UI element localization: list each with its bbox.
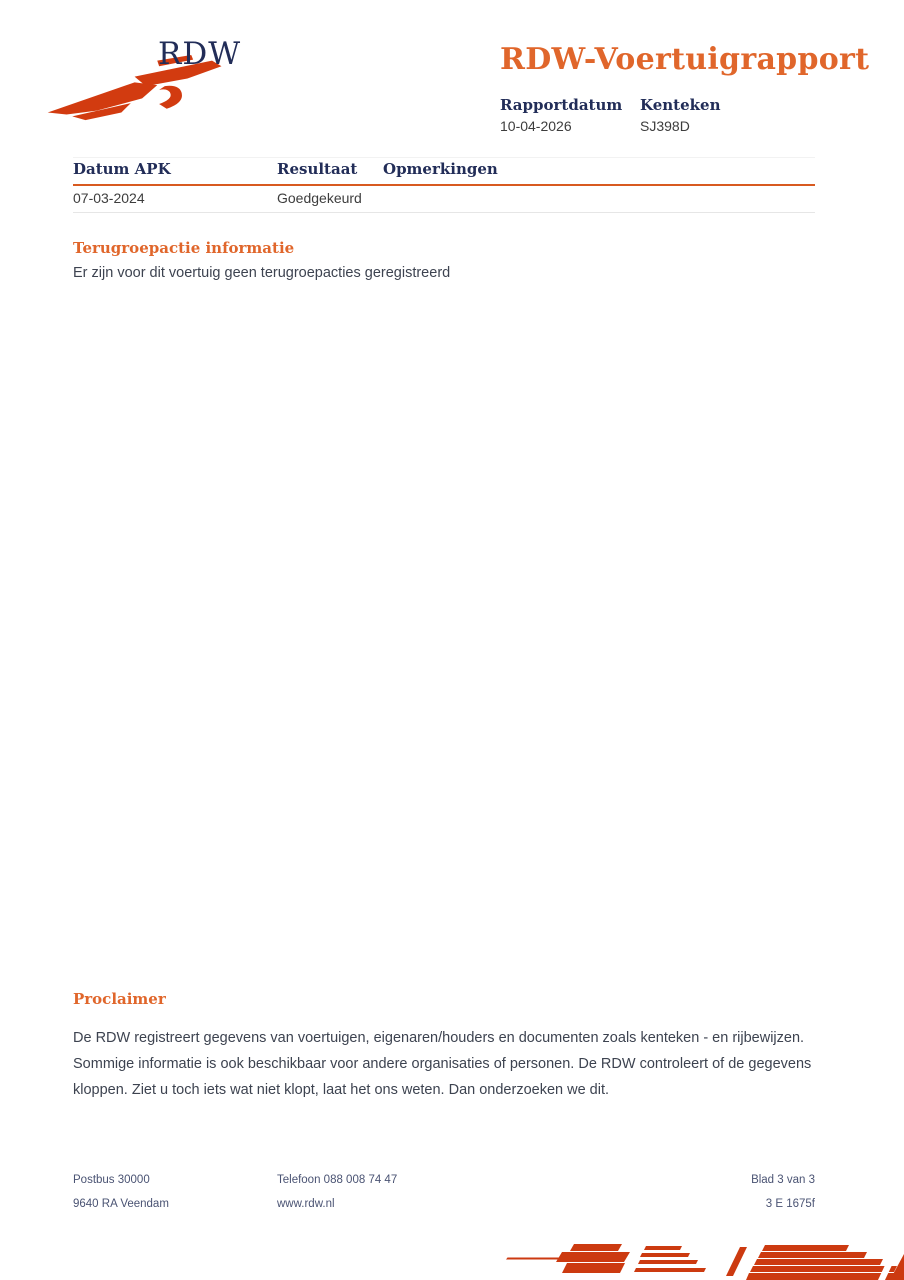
column-header-datum-apk: Datum APK xyxy=(73,160,171,178)
footer-address xyxy=(73,1168,277,1216)
proclaimer-body: De RDW registreert gegevens van voertuigen, eigenaren/houders en documenten zoals kenteken - en rijbewijzen. Sommige informatie is ook beschikbaar voor andere organisaties of personen. De RDW controleert of de gegevens kloppen. Ziet u toch iets wat niet klopt, laat het ons weten. Dan onderzoeken we dit. xyxy=(73,1030,812,1098)
apk-table xyxy=(73,157,815,213)
footer-address-line1: Postbus 30000 xyxy=(73,1174,150,1186)
column-header-resultaat: Resultaat xyxy=(277,160,358,178)
footer-phone: Telefoon 088 008 74 47 xyxy=(277,1174,398,1186)
cell-resultaat: Goedgekeurd xyxy=(277,190,362,206)
footer-doc-code: 3 E 1675f xyxy=(765,1198,815,1210)
terugroepactie-heading: Terugroepactie informatie xyxy=(73,239,295,257)
cell-opmerkingen xyxy=(383,190,815,206)
column-header-opmerkingen: Opmerkingen xyxy=(383,160,498,178)
apk-table-header-row xyxy=(73,157,815,186)
rdw-logo-wordmark: RDW xyxy=(158,36,242,72)
table-row xyxy=(73,186,815,213)
rapportdatum-label: Rapportdatum xyxy=(500,96,623,114)
footer-contact xyxy=(277,1168,751,1216)
terugroepactie-section xyxy=(73,239,815,281)
footer-page-info xyxy=(751,1168,815,1216)
proclaimer-heading: Proclaimer xyxy=(73,990,166,1008)
footer-page-indicator: Blad 3 van 3 xyxy=(751,1174,815,1186)
cell-datum-apk: 07-03-2024 xyxy=(73,190,145,206)
footer-website: www.rdw.nl xyxy=(277,1198,335,1210)
kenteken-label: Kenteken xyxy=(640,96,721,114)
rdw-stripe-pattern-icon xyxy=(504,1242,904,1280)
rapportdatum-value: 10-04-2026 xyxy=(500,118,572,134)
page-footer xyxy=(73,1168,815,1216)
terugroepactie-body: Er zijn voor dit voertuig geen terugroepacties geregistreerd xyxy=(73,265,451,281)
proclaimer-section xyxy=(73,990,815,1103)
footer-address-line2: 9640 RA Veendam xyxy=(73,1198,169,1210)
kenteken-value: SJ398D xyxy=(640,118,690,134)
page-title: RDW-Voertuigrapport xyxy=(500,42,870,77)
